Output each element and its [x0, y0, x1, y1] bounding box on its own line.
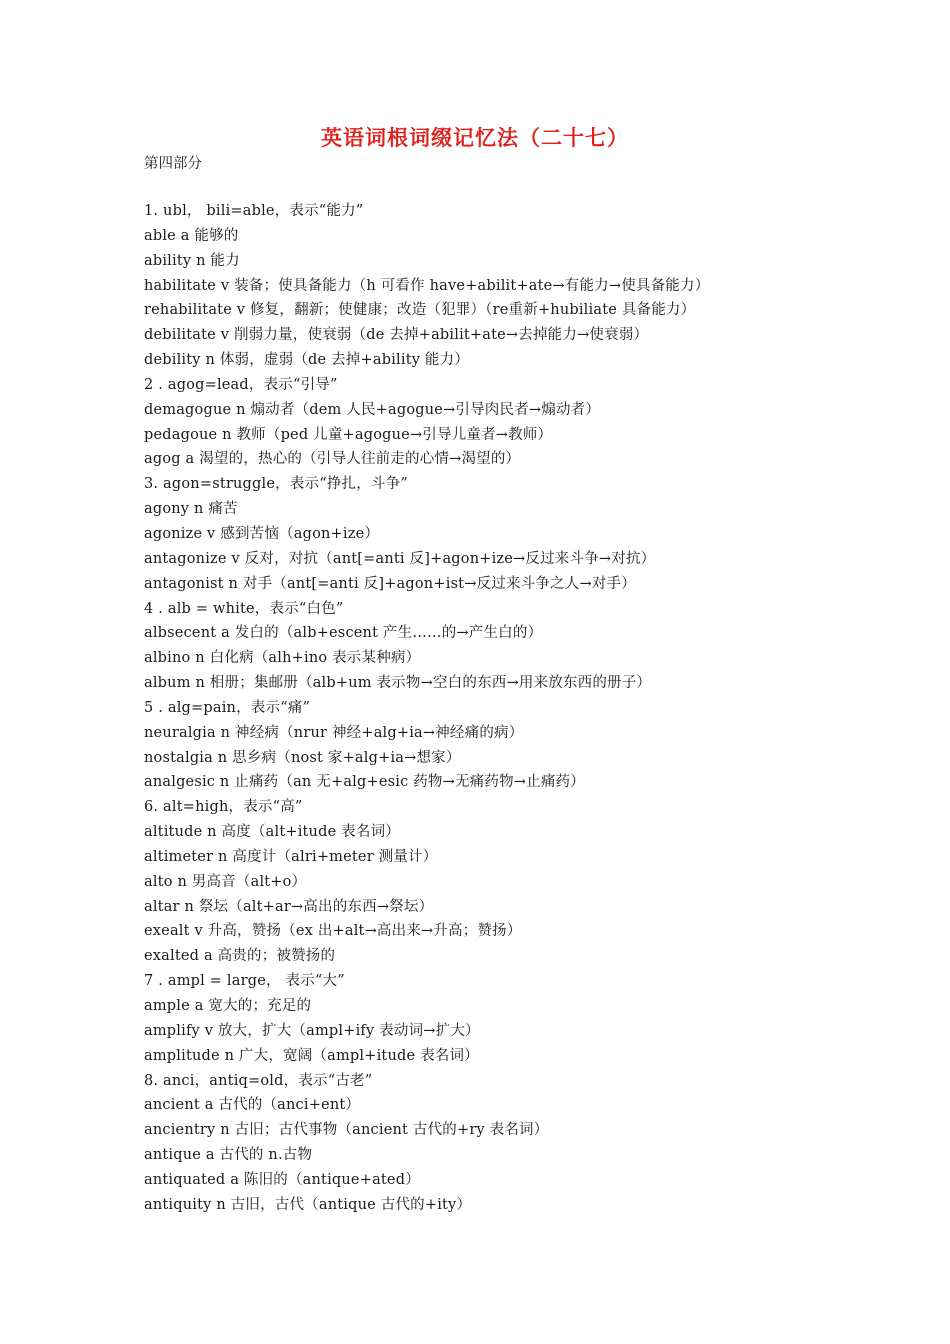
text-line: antiquated a 陈旧的（antique+ated）: [144, 1171, 420, 1188]
text-line: 7 . ampl = large， 表示“大”: [144, 973, 345, 990]
text-line: agog a 渴望的，热心的（引导人往前走的心情→渴望的）: [144, 451, 521, 468]
text-line: altimeter n 高度计（alri+meter 测量计）: [144, 848, 438, 865]
text-line: altar n 祭坛（alt+ar→高出的东西→祭坛）: [144, 898, 434, 915]
text-line: antique a 古代的 n.古物: [144, 1147, 313, 1164]
text-line: able a 能够的: [144, 227, 239, 244]
text-line: antiquity n 古旧，古代（antique 古代的+ity）: [144, 1196, 472, 1213]
text-line: albsecent a 发白的（alb+escent 产生……的→产生白的）: [144, 625, 543, 642]
text-line: alto n 男高音（alt+o）: [144, 873, 307, 890]
text-line: debilitate v 削弱力量，使衰弱（de 去掉+abilit+ate→去掉能力→使衰弱）: [144, 327, 649, 344]
text-line: nostalgia n 思乡病（nost 家+alg+ia→想家）: [144, 749, 461, 766]
text-line: ancient a 古代的（anci+ent）: [144, 1097, 361, 1114]
section-heading: 第四部分: [144, 156, 202, 172]
document-title: 英语词根词缀记忆法（二十七）: [321, 126, 629, 150]
text-line: exalted a 高贵的；被赞扬的: [144, 948, 336, 965]
text-line: 4 . alb = white，表示“白色”: [144, 600, 344, 617]
vocabulary-list: [144, 199, 844, 1218]
text-line: 1. ubl， bili=able，表示“能力”: [144, 203, 364, 219]
text-line: album n 相册；集邮册（alb+um 表示物→空白的东西→用来放东西的册子）: [144, 675, 652, 692]
text-line: amplitude n 广大，宽阔（ampl+itude 表名词）: [144, 1047, 479, 1064]
text-line: demagogue n 煽动者（dem 人民+agogue→引导肉民者→煽动者）: [144, 401, 601, 418]
text-line: analgesic n 止痛药（an 无+alg+esic 药物→无痛药物→止痛药）: [144, 774, 585, 791]
text-line: ample a 宽大的；充足的: [144, 998, 312, 1014]
text-line: antagonize v 反对，对抗（ant[=anti 反]+agon+ize→反过来斗争→对抗）: [144, 550, 656, 567]
text-line: debility n 体弱，虚弱（de 去掉+ability 能力）: [144, 352, 470, 369]
text-line: rehabilitate v 修复，翻新；使健康；改造（犯罪）（re重新+hubiliate 具备能力）: [144, 302, 696, 319]
text-line: 6. alt=high，表示“高”: [144, 799, 303, 816]
text-line: exealt v 升高，赞扬（ex 出+alt→高出来→升高；赞扬）: [144, 923, 522, 940]
text-line: pedagoue n 教师（ped 儿童+agogue→引导儿童者→教师）: [144, 426, 553, 443]
text-line: 3. agon=struggle，表示“挣扎，斗争”: [144, 476, 408, 493]
text-line: ancientry n 古旧；古代事物（ancient 古代的+ry 表名词）: [144, 1122, 549, 1139]
text-line: albino n 白化病（alh+ino 表示某种病）: [144, 650, 421, 667]
text-line: 5 . alg=pain，表示“痛”: [144, 699, 311, 716]
text-line: 8. anci，antiq=old，表示“古老”: [144, 1072, 373, 1089]
text-line: agonize v 感到苦恼（agon+ize）: [144, 525, 380, 542]
text-line: amplify v 放大，扩大（ampl+ify 表动词→扩大）: [144, 1022, 480, 1039]
text-line: antagonist n 对手（ant[=anti 反]+agon+ist→反过来斗争之人→对手）: [144, 575, 636, 592]
text-line: neuralgia n 神经病（nrur 神经+alg+ia→神经痛的病）: [144, 724, 524, 741]
text-line: agony n 痛苦: [144, 501, 238, 518]
text-line: altitude n 高度（alt+itude 表名词）: [144, 824, 400, 841]
text-line: 2 . agog=lead，表示“引导”: [144, 376, 338, 393]
text-line: ability n 能力: [144, 252, 240, 269]
text-line: habilitate v 装备；使具备能力（h 可看作 have+abilit+ate→有能力→使具备能力）: [144, 277, 710, 294]
